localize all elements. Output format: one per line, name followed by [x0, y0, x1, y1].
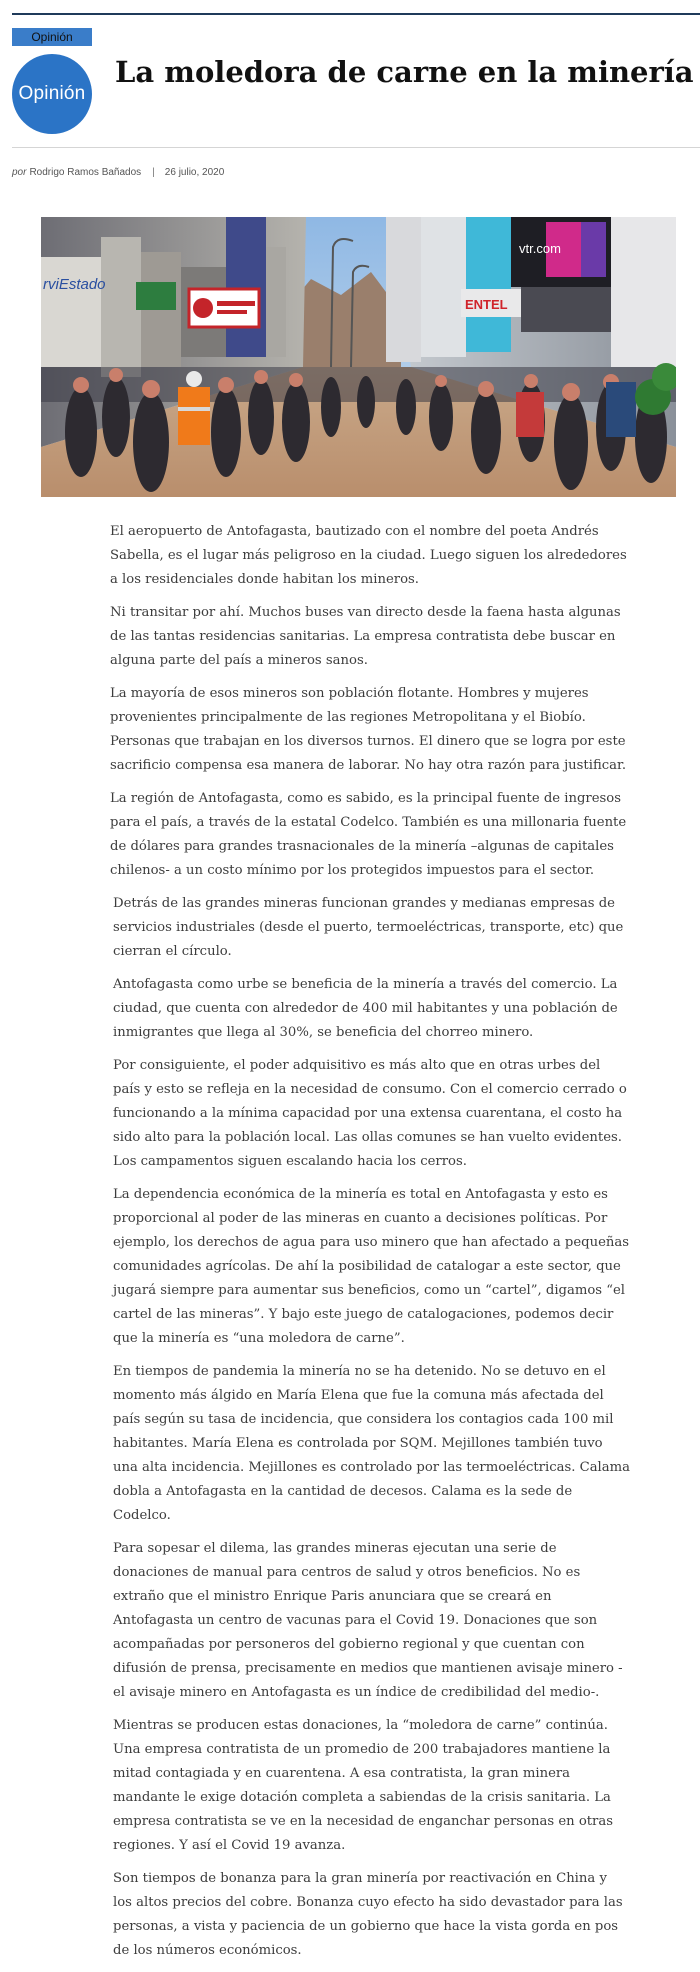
- article-paragraph-1: El aeropuerto de Antofagasta, bautizado con el nombre del poeta Andrés Sabella, es el lugar más peligroso en la ciudad. Luego siguen los alrededores a los residenciales donde habitan los mineros.: [110, 524, 627, 587]
- article-paragraph-4: La región de Antofagasta, como es sabido, es la principal fuente de ingresos para el país, a través de la estatal Codelco. También es una millonaria fuente de dólares para grandes trasnacionales de la minería –algunas de capitales chilenos- a un costo mínimo por los protegidos impuestos para el sector.: [110, 791, 627, 878]
- article-paragraph-11: Mientras se producen estas donaciones, la “moledora de carne” continúa. Una empresa contratista de un promedio de 200 trabajadores mantiene la mitad contagiada y en cuarentena. A esa contratista, la gran minera mandante le exige dotación completa a sabiendas de la crisis sanitaria. La empresa contratista se ve en la necesidad de enganchar personas en otras regiones. Y así el Covid 19 avanza.: [113, 1718, 613, 1853]
- byline: [12, 167, 224, 178]
- article-paragraph-8: La dependencia económica de la minería es total en Antofagasta y esto es proporcional al poder de las mineras en cuanto a decisiones políticas. Por ejemplo, los derechos de agua para uso minero que han afectado a pequeñas comunidades agrícolas. De ahí la posibilidad de catalogar a este sector, que jugará siempre para aumentar sus beneficios, como un “cartel”, digamos “el cartel de las mineras”. Y bajo este juego de catalogaciones, podemos decir que la minería es “una moledora de carne”.: [113, 1187, 630, 1346]
- byline-author[interactable]: Rodrigo Ramos Bañados: [29, 167, 142, 178]
- top-rule: [12, 13, 700, 15]
- article-paragraph-6: Antofagasta como urbe se beneficia de la minería a través del comercio. La ciudad, que cuenta con alrededor de 400 mil habitantes y una población de inmigrantes que llega al 30%, se beneficia del chorreo minero.: [113, 977, 618, 1040]
- byline-date: 26 julio, 2020: [164, 167, 225, 178]
- title-divider: [12, 147, 700, 148]
- hero-sign-store: ENTEL: [465, 297, 508, 312]
- article-paragraph-2: Ni transitar por ahí. Muchos buses van directo desde la faena hasta algunas de las tantas residencias sanitarias. La empresa contratista debe buscar en alguna parte del país a mineros sanos.: [110, 605, 621, 668]
- category-tag[interactable]: Opinión: [12, 28, 92, 46]
- section-logo-text: Opinión: [18, 83, 86, 104]
- hero-sign-billboard: vtr.com: [519, 241, 561, 256]
- article-body: [110, 520, 630, 1972]
- article-title: La moledora de carne en la minería: [115, 55, 694, 89]
- article-paragraph-3: La mayoría de esos mineros son población flotante. Hombres y mujeres provenientes principalmente de las regiones Metropolitana y el Biobío. Personas que trabajan en los diversos turnos. El dinero que se logra por este sacrificio compensa esa manera de laborar. No hay otra razón para justificar.: [110, 686, 627, 773]
- byline-separator: |: [152, 167, 155, 178]
- article-paragraph-10: Para sopesar el dilema, las grandes mineras ejecutan una serie de donaciones de manual para centros de salud y otros beneficios. No es extraño que el ministro Enrique Paris anunciara que se creará en Antofagasta un centro de vacunas para el Covid 19. Donaciones que son acompañadas por personeros del gobierno regional y que cuentan con difusión de prensa, precisamente en medios que mantienen avisaje minero -el avisaje minero en Antofagasta es un índice de credibilidad del medio-.: [113, 1541, 623, 1700]
- section-logo[interactable]: [12, 54, 92, 134]
- article-paragraph-7: Por consiguiente, el poder adquisitivo es más alto que en otras urbes del país y esto se refleja en la necesidad de consumo. Con el comercio cerrado o funcionando a la mínima capacidad por una extensa cuarentana, el costo ha sido alto para la población local. Las ollas comunes se han vuelto evidentes. Los campamentos siguen escalando hacia los cerros.: [113, 1058, 627, 1169]
- hero-sign-left: rviEstado: [43, 276, 106, 293]
- byline-prefix: por: [12, 167, 27, 178]
- article-paragraph-12: Son tiempos de bonanza para la gran minería por reactivación en China y los altos precios del cobre. Bonanza cuyo efecto ha sido devastador para las personas, a vista y paciencia de un gobierno que hace la vista gorda en pos de los números económicos.: [113, 1871, 623, 1958]
- hero-image: [41, 217, 676, 497]
- article-paragraph-9: En tiempos de pandemia la minería no se ha detenido. No se detuvo en el momento más álgido en María Elena que fue la comuna más afectada del país según su tasa de incidencia, que considera los contagios cada 100 mil habitantes. María Elena es controlada por SQM. Mejillones también tuvo una alta incidencia. Mejillones es controlado por las termoeléctricas. Calama dobla a Antofagasta en la cantidad de decesos. Calama es la sede de Codelco.: [113, 1364, 631, 1523]
- article-paragraph-5: Detrás de las grandes mineras funcionan grandes y medianas empresas de servicios industriales (desde el puerto, termoeléctricas, transporte, etc) que cierran el círculo.: [113, 896, 624, 959]
